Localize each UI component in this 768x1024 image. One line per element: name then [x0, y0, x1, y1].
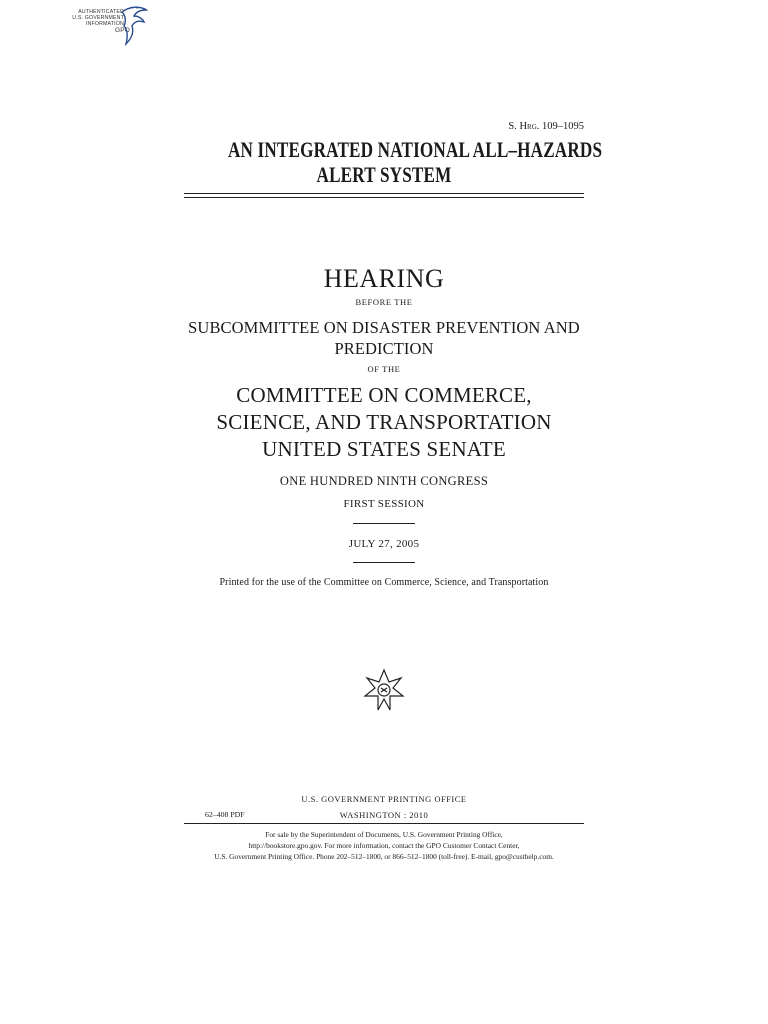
sale-line-3: U.S. Government Printing Office. Phone 202–512–1800, or 866–512–1800 (toll-free). E-mail, gpo@custhelp.com.: [214, 852, 554, 861]
report-number-value: 109–1095: [542, 121, 584, 132]
before-the: BEFORE THE: [355, 297, 413, 307]
congress: ONE HUNDRED NINTH CONGRESS: [279, 474, 489, 488]
washington-year: WASHINGTON : 2010: [339, 810, 429, 820]
session-rule: [353, 523, 415, 524]
sale-line-2: http://bookstore.gpo.gov. For more information, contact the GPO Customer Contact Center,: [248, 841, 520, 850]
sale-notice: [184, 829, 584, 862]
report-number-prefix: S.: [508, 121, 517, 132]
authenticated-logo: [60, 4, 150, 50]
subcommittee-line-1: SUBCOMMITTEE ON DISASTER PREVENTION AND: [188, 318, 580, 337]
document-id: 62–408 PDF: [205, 810, 245, 819]
eagle-icon: [118, 4, 150, 48]
title-line-2: ALERT SYSTEM: [316, 162, 452, 187]
hearing-date: JULY 27, 2005: [348, 538, 420, 550]
document-title: [228, 137, 603, 187]
printing-office: U.S. GOVERNMENT PRINTING OFFICE: [301, 794, 467, 804]
logo-gpo-mark: GPO: [114, 27, 130, 34]
title-rule-bottom: [184, 197, 584, 198]
logo-line-2: U.S. GOVERNMENT: [72, 15, 124, 21]
hearing-heading: HEARING: [323, 264, 445, 293]
committee-line-3: UNITED STATES SENATE: [262, 437, 506, 461]
session: FIRST SESSION: [343, 498, 425, 510]
subcommittee-name: [184, 317, 584, 359]
committee-line-1: COMMITTEE ON COMMERCE,: [236, 383, 532, 407]
logo-line-1: AUTHENTICATED: [78, 9, 124, 15]
title-line-1: AN INTEGRATED NATIONAL ALL–HAZARDS: [228, 137, 603, 162]
report-number-hrg: Hrg.: [519, 121, 540, 132]
committee-name: [184, 382, 584, 463]
committee-line-2: SCIENCE, AND TRANSPORTATION: [216, 410, 552, 434]
footer-rule: [184, 823, 584, 824]
logo-line-3: INFORMATION: [85, 21, 124, 27]
subcommittee-line-2: PREDICTION: [334, 339, 434, 358]
printed-for-note: Printed for the use of the Committee on Commerce, Science, and Transportation: [219, 577, 549, 588]
title-rule-top: [184, 193, 584, 194]
report-number: [440, 121, 584, 132]
sale-line-1: For sale by the Superintendent of Documents, U.S. Government Printing Office,: [265, 830, 503, 839]
gpo-emblem-icon: [362, 666, 406, 714]
of-the: OF THE: [367, 364, 401, 374]
date-rule: [353, 562, 415, 563]
